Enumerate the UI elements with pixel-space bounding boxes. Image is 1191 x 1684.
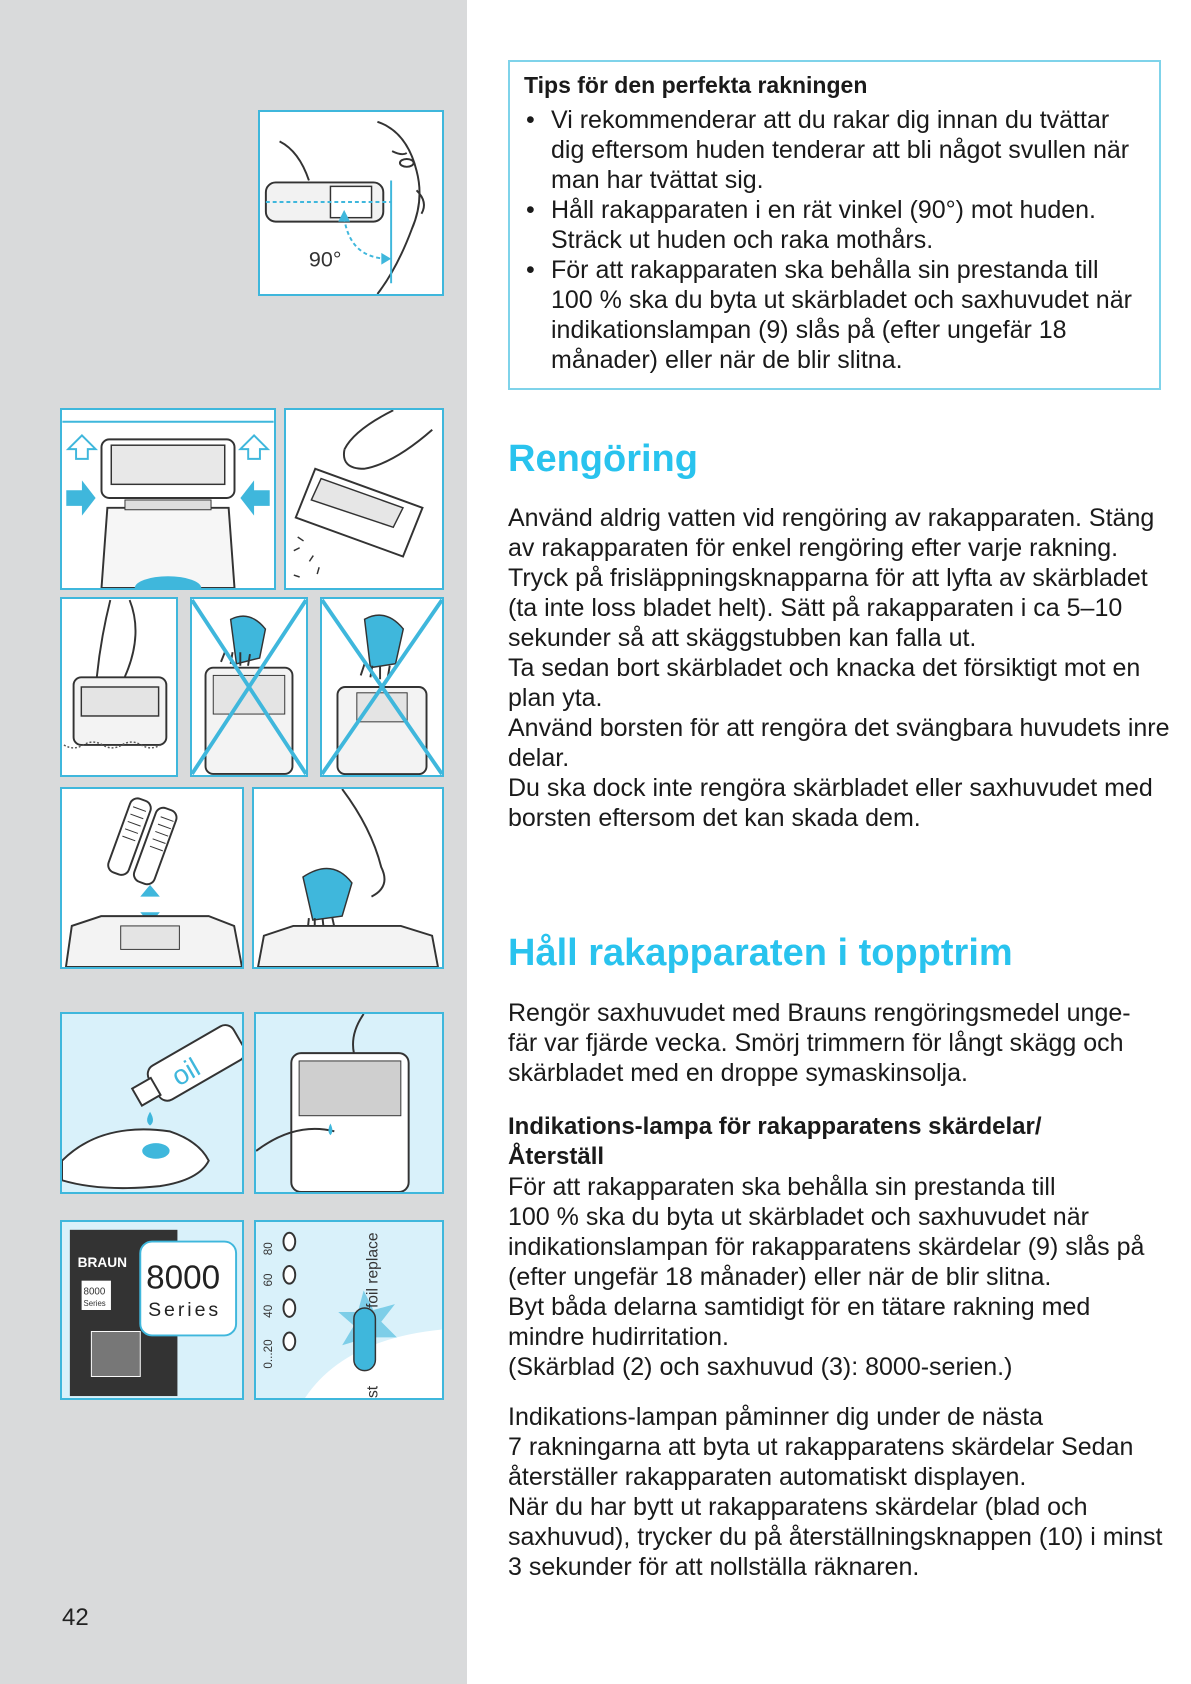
page-number: 42: [62, 1604, 89, 1631]
foil-replace-label: foil replace: [364, 1232, 382, 1309]
scale-label-1: 40: [261, 1304, 275, 1318]
figure-no-brush-foil: [190, 597, 308, 777]
figure-replacement-pack: [60, 1220, 244, 1400]
reset-label: st: [364, 1385, 382, 1398]
pack-series-number: 8000: [83, 1286, 106, 1298]
cleaning-heading: Rengöring: [508, 438, 698, 480]
figure-brush-inner: [252, 787, 444, 969]
figure-foil-release: [60, 408, 276, 590]
figure-tapping-foil: [284, 408, 444, 590]
oil-label: oil: [165, 1051, 206, 1092]
angle-label: 90°: [308, 247, 342, 272]
pack-series-word: Series: [83, 1299, 106, 1309]
pack-brand: BRAUN: [77, 1254, 128, 1270]
figure-remove-cutter: [60, 787, 244, 969]
scale-label-2: 60: [261, 1273, 275, 1287]
series-word: Series: [148, 1298, 222, 1321]
tip-item: • För att rakapparaten ska behålla sin prestanda till 100 % ska du byta ut skärbladet och saxhuvudet när indikationslampan (9) slås på (efter ungefär 18 månader) eller när de blir slitna.: [524, 255, 1141, 375]
scale-label-3: 80: [261, 1242, 275, 1256]
illustration-sidebar: [0, 0, 467, 1684]
tips-title: Tips för den perfekta rakningen: [524, 72, 868, 98]
scale-label-0: 0...20: [261, 1339, 275, 1369]
figure-shaving-angle: [258, 110, 444, 296]
figure-oil-foil: [254, 1012, 444, 1194]
tip-item: • Håll rakapparaten i en rät vinkel (90°) mot huden. Sträck ut huden och raka mothårs.: [524, 195, 1141, 255]
figure-foil-replace-indicator: [254, 1220, 444, 1400]
tip-item: • Vi rekommenderar att du rakar dig innan du tvättar dig eftersom huden tenderar att bli något svullen när man har tvättat sig.: [524, 105, 1141, 195]
tips-box: [508, 60, 1161, 390]
indicator-body: För att rakapparaten ska behålla sin prestanda till 100 % ska du byta ut skärbladet och saxhuvudet när indikationslampan för rakapparatens skärdelar (9) slås på (efter ungefär 18 månader) eller när de blir slitna. Byt båda delarna samtidigt för en tätare rakning med mindre hudirritation. (Skärblad (2) och saxhuvud (3): 8000-serien.): [508, 1173, 1145, 1381]
figure-oil-bottle: [60, 1012, 244, 1194]
maintenance-heading: Håll rakapparaten i topptrim: [508, 932, 1013, 974]
reset-body: Indikations-lampan påminner dig under de nästa 7 rakningarna att byta ut rakapparatens skärdelar Sedan återställer rakapparaten automatiskt displayen. När du har bytt ut rakapparatens skärdelar (blad och saxhuvud), trycker du på återställningsknappen (10) i minst 3 sekunder för att nollställa räknaren.: [508, 1403, 1163, 1581]
cleaning-body: Använd aldrig vatten vid rengöring av rakapparaten. Stäng av rakapparaten för enkel rengöring efter varje rakning. Tryck på frisläppningsknapparna för att lyfta av skärbladet (ta inte loss bladet helt). Sätt på rakapparaten i ca 5–10 sekunder så att skäggstubben kan falla ut. Ta sedan bort skärbladet och knacka det försiktigt mot en plan yta. Använd borsten för att rengöra det svängbara huvudets inre delar. Du ska dock inte rengöra skärbladet eller saxhuvudet med borsten eftersom det kan skada dem.: [508, 504, 1170, 832]
tips-list: [524, 105, 1141, 375]
figure-no-brush-cutter: [320, 597, 444, 777]
indicator-heading: Indikations-lampa för rakapparatens skärdelar/ Återställ: [508, 1113, 1042, 1170]
series-number: 8000: [146, 1259, 221, 1297]
figure-shaving-cleaning: [60, 597, 178, 777]
maintenance-body: Rengör saxhuvudet med Brauns rengöringsmedel unge- fär var fjärde vecka. Smörj trimmern för långt skägg och skärbladet med en droppe symaskinsolja.: [508, 999, 1131, 1087]
